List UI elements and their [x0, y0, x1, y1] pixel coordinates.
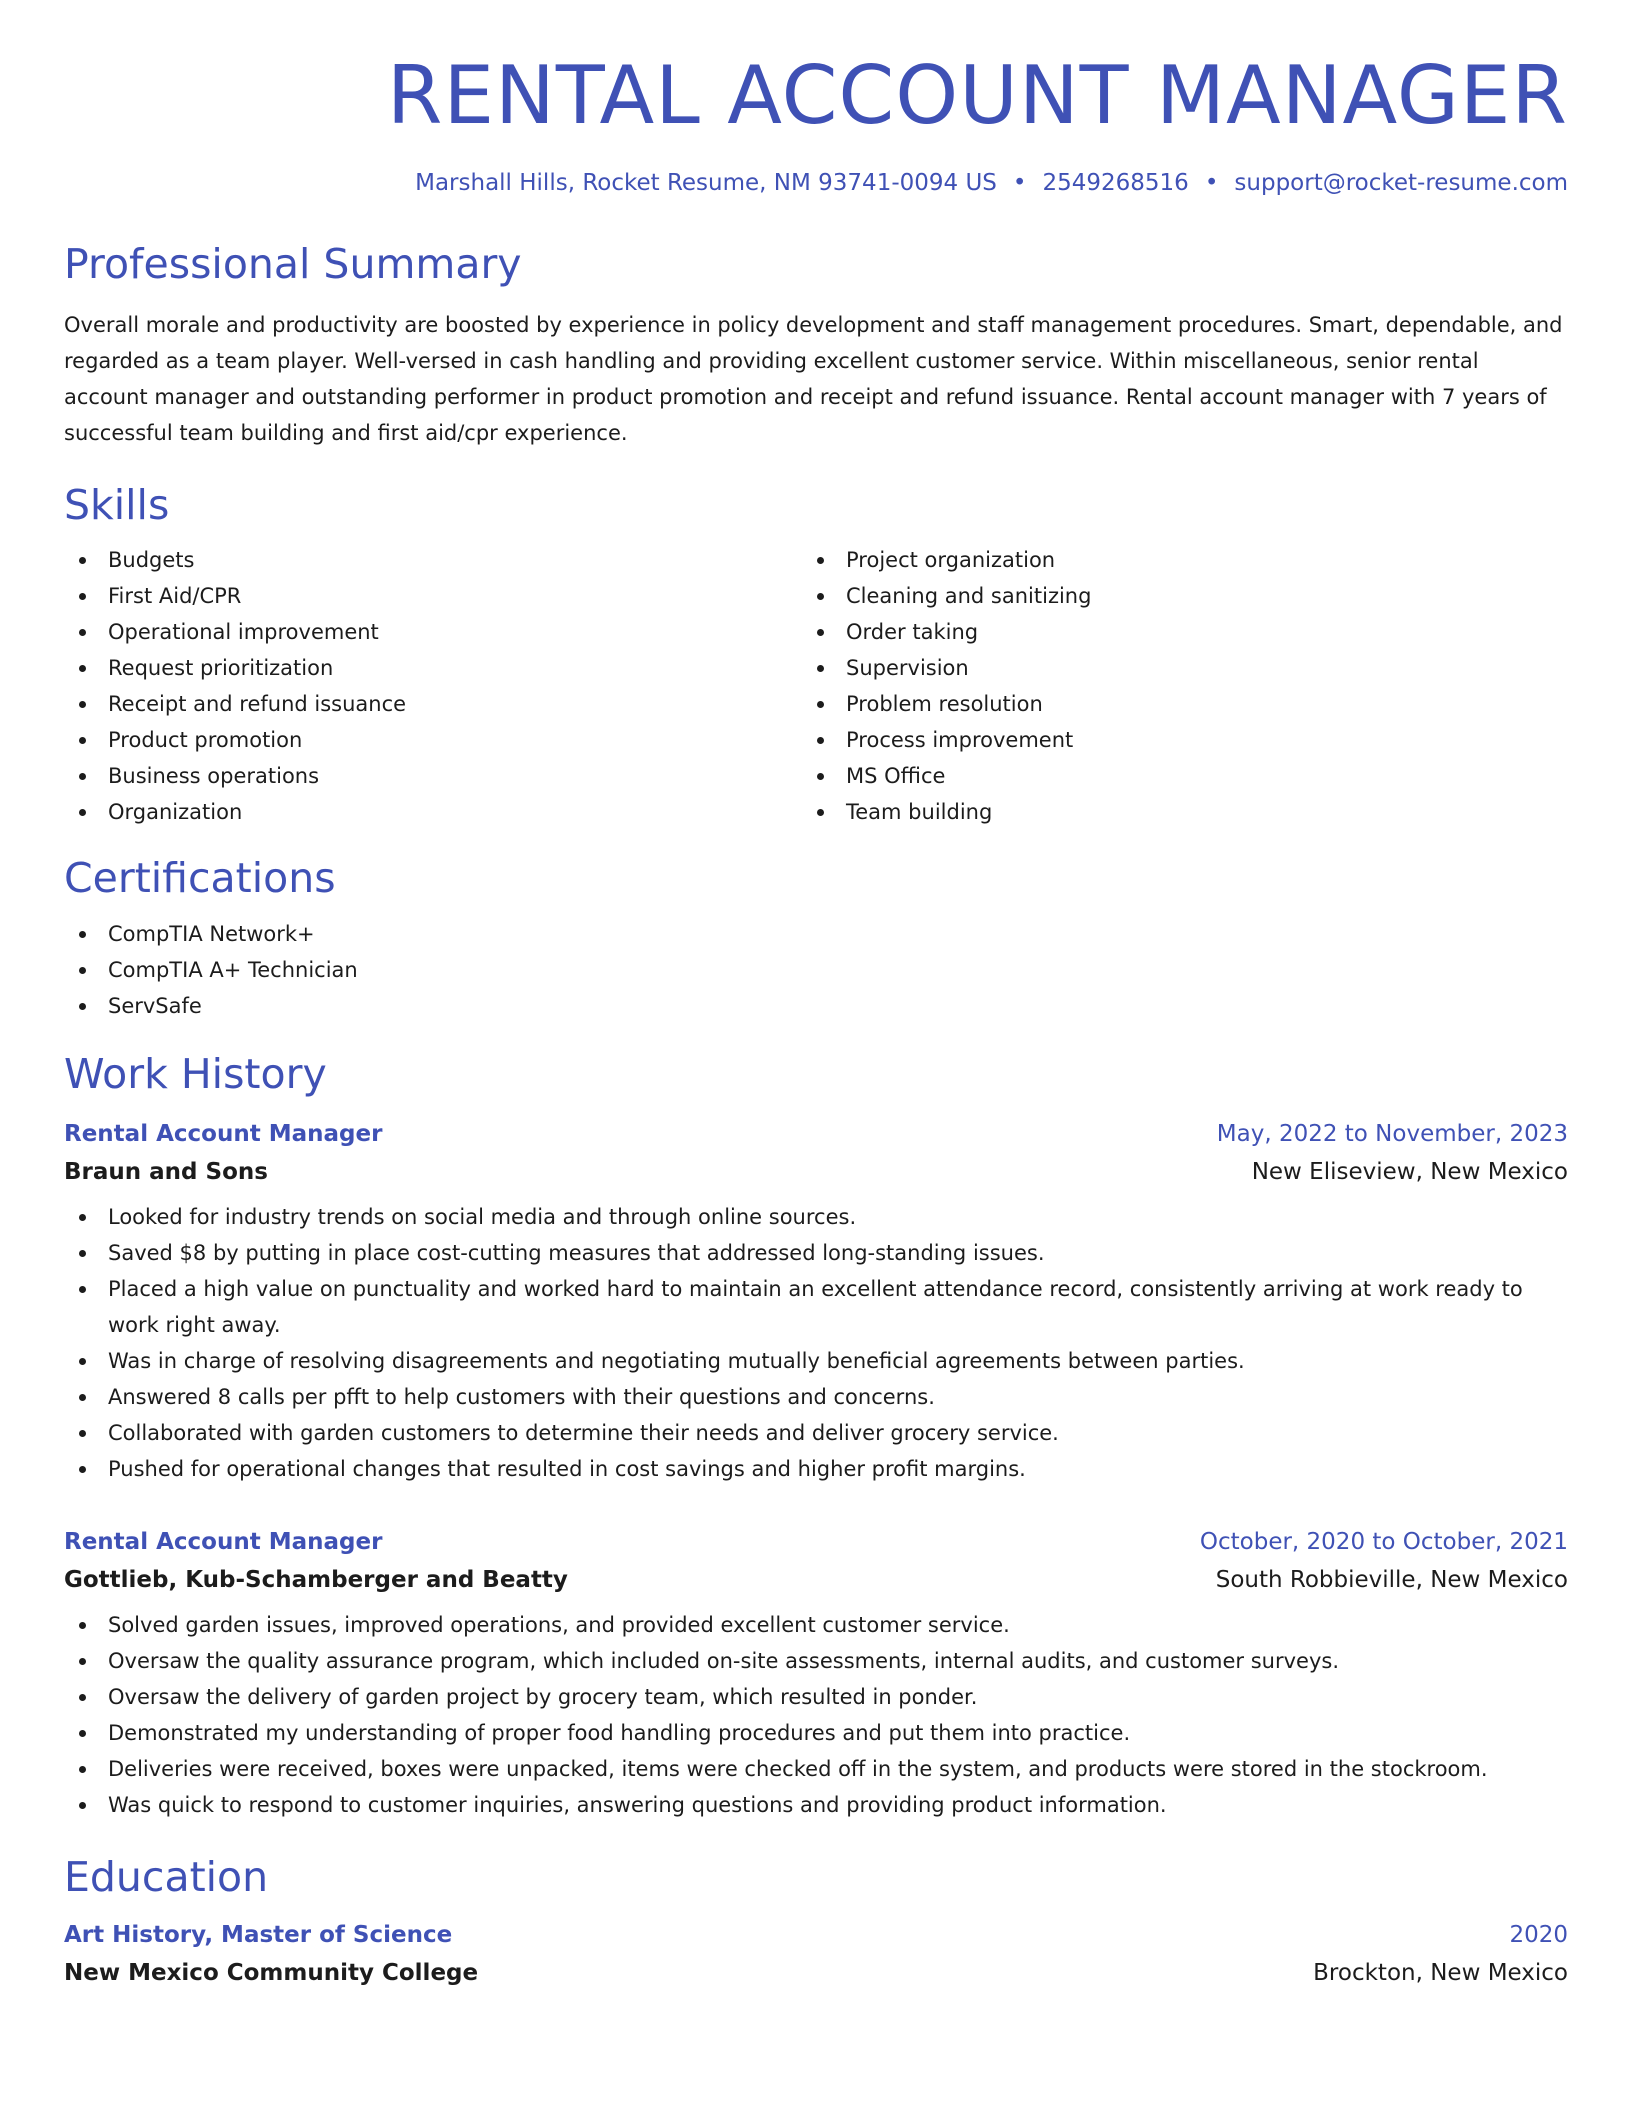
skills-column-left: [64, 542, 802, 830]
education-header: [64, 1922, 1568, 1948]
job-bullet: Was in charge of resolving disagreements and negotiating mutually beneficial agreements between parties.: [64, 1343, 1568, 1379]
job-location: South Robbieville, New Mexico: [1215, 1566, 1568, 1593]
education-location: Brockton, New Mexico: [1313, 1959, 1568, 1986]
education-subheader: [64, 1960, 1568, 1986]
contact-line: [64, 170, 1568, 196]
summary-heading: Professional Summary: [64, 240, 522, 288]
job-role: Rental Account Manager: [64, 1528, 383, 1555]
job-company: Gottlieb, Kub-Schamberger and Beatty: [64, 1566, 568, 1593]
job-bullet: Saved $8 by putting in place cost-cutting measures that addressed long-standing issues.: [64, 1235, 1568, 1271]
job-company: Braun and Sons: [64, 1158, 268, 1185]
contact-phone: 2549268516: [1042, 170, 1189, 196]
job-dates: October, 2020 to October, 2021: [1199, 1528, 1568, 1555]
job-bullet: Oversaw the quality assurance program, which included on-site assessments, internal audits, and customer surveys.: [64, 1643, 1568, 1679]
job-bullets: [64, 1199, 1568, 1487]
contact-address: Marshall Hills, Rocket Resume, NM 93741-0094 US: [415, 170, 997, 196]
job-bullet: Demonstrated my understanding of proper food handling procedures and put them into practice.: [64, 1715, 1568, 1751]
skill-item: Problem resolution: [802, 686, 1540, 722]
skill-item: Product promotion: [64, 722, 802, 758]
job-subheader: [64, 1567, 1568, 1593]
skill-item: Process improvement: [802, 722, 1540, 758]
summary-text: Overall morale and productivity are boosted by experience in policy development and staff management procedures. Smart, dependable, and regarded as a team player. Well-versed in cash handling and providing excellent customer service. Within miscellaneous, senior rental account manager and outstanding performer in product promotion and receipt and refund issuance. Rental account manager with 7 years of successful team building and first aid/cpr experience.: [64, 313, 1563, 446]
job-role: Rental Account Manager: [64, 1120, 383, 1147]
education-school: New Mexico Community College: [64, 1959, 479, 1986]
education-entry: [64, 1922, 1568, 1986]
job-bullet: Oversaw the delivery of garden project by grocery team, which resulted in ponder.: [64, 1679, 1568, 1715]
job-dates: May, 2022 to November, 2023: [1216, 1120, 1568, 1147]
skill-item: Supervision: [802, 650, 1540, 686]
skill-item: Operational improvement: [64, 614, 802, 650]
skill-item: First Aid/CPR: [64, 578, 802, 614]
certifications-heading: Certifications: [64, 854, 336, 903]
skill-item: Organization: [64, 794, 802, 830]
work-history-heading: Work History: [64, 1049, 327, 1098]
skill-item: Project organization: [802, 542, 1540, 578]
job-header: [64, 1529, 1568, 1555]
job-bullet: Looked for industry trends on social media and through online sources.: [64, 1199, 1568, 1235]
education-year: 2020: [1509, 1921, 1568, 1948]
education-heading: Education: [64, 1852, 269, 1901]
skill-item: Business operations: [64, 758, 802, 794]
job-bullet: Deliveries were received, boxes were unpacked, items were checked off in the system, and products were stored in the stockroom.: [64, 1751, 1568, 1787]
job-entry: [64, 1529, 1568, 1823]
contact-separator: •: [1012, 170, 1027, 196]
job-bullet: Placed a high value on punctuality and worked hard to maintain an excellent attendance record, consistently arriving at work ready to work right away.: [64, 1271, 1568, 1343]
contact-email: support@rocket-resume.com: [1234, 170, 1568, 196]
job-bullet: Solved garden issues, improved operations, and provided excellent customer service.: [64, 1607, 1568, 1643]
contact-separator: •: [1204, 170, 1219, 196]
job-bullet: Collaborated with garden customers to determine their needs and deliver grocery service.: [64, 1415, 1568, 1451]
skills-column-right: [802, 542, 1540, 830]
education-degree: Art History, Master of Science: [64, 1921, 453, 1948]
skill-item: Order taking: [802, 614, 1540, 650]
certification-item: ServSafe: [64, 988, 1568, 1024]
skill-item: Request prioritization: [64, 650, 802, 686]
skill-item: Team building: [802, 794, 1540, 830]
job-bullet: Was quick to respond to customer inquiries, answering questions and providing product information.: [64, 1787, 1568, 1823]
job-header: [64, 1121, 1568, 1147]
skills-grid: [64, 542, 1568, 830]
skill-item: Receipt and refund issuance: [64, 686, 802, 722]
job-bullet: Pushed for operational changes that resulted in cost savings and higher profit margins.: [64, 1451, 1568, 1487]
job-subheader: [64, 1159, 1568, 1185]
job-location: New Eliseview, New Mexico: [1251, 1158, 1568, 1185]
certification-item: CompTIA A+ Technician: [64, 952, 1568, 988]
skills-heading: Skills: [64, 481, 170, 530]
skill-item: Cleaning and sanitizing: [802, 578, 1540, 614]
skill-item: MS Office: [802, 758, 1540, 794]
job-entry: [64, 1121, 1568, 1487]
resume-header: [64, 49, 1568, 196]
candidate-title: RENTAL ACCOUNT MANAGER: [386, 49, 1568, 142]
job-bullet: Answered 8 calls per pfft to help customers with their questions and concerns.: [64, 1379, 1568, 1415]
job-bullets: [64, 1607, 1568, 1823]
skill-item: Budgets: [64, 542, 802, 578]
certifications-list: [64, 916, 1568, 1024]
certification-item: CompTIA Network+: [64, 916, 1568, 952]
